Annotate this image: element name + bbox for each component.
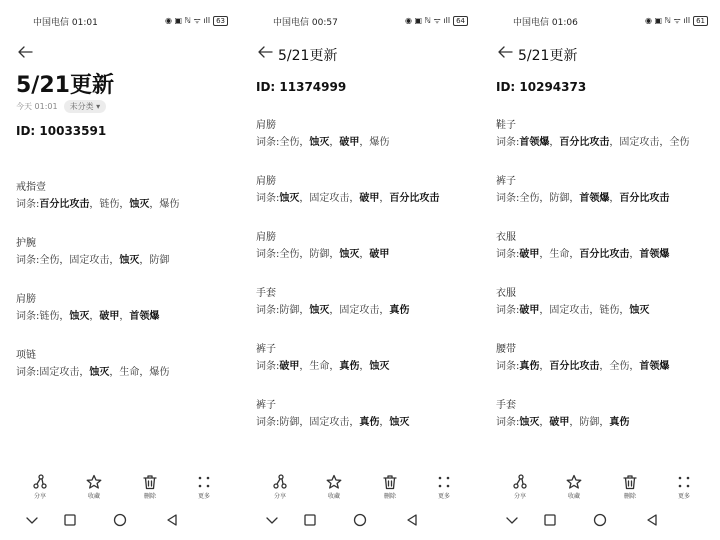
affix-separator: ， xyxy=(629,361,640,372)
back-arrow-icon xyxy=(256,44,274,60)
home-button[interactable] xyxy=(592,512,608,532)
more-icon xyxy=(196,474,212,490)
affix-prefix: 词条: xyxy=(496,137,520,148)
affix: 固定攻击 xyxy=(619,137,660,148)
affix: 固定攻击 xyxy=(339,305,380,316)
back-button[interactable] xyxy=(496,44,514,60)
affix-separator: ， xyxy=(599,417,610,428)
affix-separator: ， xyxy=(549,137,560,148)
toolbar-label: 更多 xyxy=(437,493,450,500)
affix-line xyxy=(16,196,234,214)
recents-button[interactable] xyxy=(62,512,78,532)
status-bar xyxy=(513,14,712,28)
affix-bold: 蚀灭 xyxy=(69,311,90,322)
affix-separator: ， xyxy=(299,249,310,260)
more-button[interactable] xyxy=(430,474,458,500)
affix-bold: 蚀灭 xyxy=(369,361,390,372)
affix-bold: 百分比攻击 xyxy=(619,193,670,204)
equipment-item xyxy=(496,118,714,174)
affix: 防御 xyxy=(279,417,300,428)
equipment-name: 腰带 xyxy=(496,344,516,355)
affix-line xyxy=(16,364,234,382)
affix-line xyxy=(256,358,474,376)
affix: 全伤 xyxy=(39,255,60,266)
affix: 全伤 xyxy=(669,137,690,148)
triangle-back-icon xyxy=(404,512,420,528)
affix-separator: ， xyxy=(59,311,70,322)
phone-screen xyxy=(0,0,238,540)
equipment-name: 肩膀 xyxy=(256,120,276,131)
status-bar xyxy=(33,14,232,28)
star-icon xyxy=(326,474,342,490)
id-line: ID: 10294373 xyxy=(496,80,587,94)
share-button[interactable] xyxy=(506,474,534,500)
square-icon xyxy=(62,512,78,528)
toolbar-label: 更多 xyxy=(677,493,690,500)
equipment-list xyxy=(16,180,234,404)
more-button[interactable] xyxy=(190,474,218,500)
affix-prefix: 词条: xyxy=(496,305,520,316)
affix-prefix: 词条: xyxy=(496,417,520,428)
square-icon xyxy=(302,512,318,528)
status-icons xyxy=(645,15,708,26)
equipment-name: 肩膀 xyxy=(256,176,276,187)
toolbar-label: 收藏 xyxy=(87,493,100,500)
affix: 生命 xyxy=(309,361,330,372)
toolbar-label: 收藏 xyxy=(327,493,340,500)
hide-nav-button[interactable] xyxy=(264,512,280,532)
equipment-item xyxy=(496,398,714,454)
affix-separator: ， xyxy=(609,193,620,204)
affix-bold: 破甲 xyxy=(519,305,540,316)
affix-separator: ， xyxy=(119,311,130,322)
affix-line xyxy=(256,246,474,264)
affix-bold: 真伤 xyxy=(359,417,380,428)
delete-button[interactable] xyxy=(376,474,404,500)
affix: 链伤 xyxy=(39,311,60,322)
equipment-item xyxy=(496,286,714,342)
star-icon xyxy=(86,474,102,490)
affix-bold: 百分比攻击 xyxy=(559,137,610,148)
affix-line xyxy=(16,308,234,326)
system-nav-bar xyxy=(0,512,238,530)
signal-wifi-icons: ◉ ▣ ℕ ᯤ ıll xyxy=(404,16,451,25)
more-button[interactable] xyxy=(670,474,698,500)
affix-separator: ， xyxy=(349,193,360,204)
system-nav-bar xyxy=(480,512,718,530)
affix: 全伤 xyxy=(519,193,540,204)
triangle-back-icon xyxy=(164,512,180,528)
affix: 链伤 xyxy=(599,305,620,316)
affix: 防御 xyxy=(149,255,170,266)
chevron-down-icon: ▾ xyxy=(93,102,101,111)
affix-separator: ， xyxy=(379,193,390,204)
affix-bold: 首领爆 xyxy=(579,193,610,204)
affix-bold: 蚀灭 xyxy=(389,417,410,428)
note-title: 5/21更新 xyxy=(278,48,338,64)
toolbar-label: 分享 xyxy=(273,493,286,500)
chevron-down-icon xyxy=(504,512,520,528)
affix-separator: ， xyxy=(299,305,310,316)
affix-separator: ， xyxy=(89,199,100,210)
equipment-name: 裤子 xyxy=(256,344,276,355)
equipment-item xyxy=(256,174,474,230)
bottom-toolbar xyxy=(240,474,478,502)
equipment-name: 衣服 xyxy=(496,232,516,243)
affix-separator: ， xyxy=(59,255,70,266)
favorite-button[interactable] xyxy=(320,474,348,500)
battery-icon: 63 xyxy=(213,16,228,26)
affix-separator: ， xyxy=(569,193,580,204)
affix-bold: 破甲 xyxy=(279,361,300,372)
back-arrow-icon xyxy=(496,44,514,60)
affix: 固定攻击 xyxy=(309,193,350,204)
equipment-item xyxy=(16,236,234,292)
equipment-item xyxy=(256,118,474,174)
affix-prefix: 词条: xyxy=(256,137,280,148)
affix-bold: 真伤 xyxy=(519,361,540,372)
equipment-list xyxy=(496,118,714,454)
affix-line xyxy=(256,414,474,432)
affix-prefix: 词条: xyxy=(16,367,40,378)
affix-separator: ， xyxy=(329,249,340,260)
affix-separator: ， xyxy=(359,361,370,372)
affix-bold: 真伤 xyxy=(339,361,360,372)
affix-prefix: 词条: xyxy=(496,193,520,204)
affix-separator: ， xyxy=(599,361,610,372)
affix: 爆伤 xyxy=(149,367,170,378)
affix-separator: ， xyxy=(359,137,370,148)
affix-line xyxy=(496,134,714,152)
affix-prefix: 词条: xyxy=(16,255,40,266)
affix-bold: 蚀灭 xyxy=(129,199,150,210)
affix-bold: 首领爆 xyxy=(639,361,670,372)
toolbar-label: 更多 xyxy=(197,493,210,500)
affix-bold: 蚀灭 xyxy=(89,367,110,378)
trash-icon xyxy=(622,474,638,490)
equipment-name: 肩膀 xyxy=(16,294,36,305)
affix-line xyxy=(496,190,714,208)
toolbar-label: 删除 xyxy=(143,493,156,500)
affix-separator: ， xyxy=(149,199,160,210)
affix-separator: ， xyxy=(299,137,310,148)
equipment-item xyxy=(256,342,474,398)
equipment-name: 手套 xyxy=(496,400,516,411)
bottom-toolbar xyxy=(480,474,718,502)
toolbar-label: 分享 xyxy=(33,493,46,500)
status-icons xyxy=(405,15,468,26)
affix-bold: 百分比攻击 xyxy=(389,193,440,204)
affix-bold: 破甲 xyxy=(99,311,120,322)
affix: 防御 xyxy=(279,305,300,316)
affix-separator: ， xyxy=(139,367,150,378)
affix: 生命 xyxy=(549,249,570,260)
triangle-back-icon xyxy=(644,512,660,528)
affix-separator: ， xyxy=(359,249,370,260)
carrier-time: 中国电信 01:01 xyxy=(33,18,98,28)
phone-screen xyxy=(240,0,478,540)
affix-line xyxy=(256,190,474,208)
affix-bold: 蚀灭 xyxy=(279,193,300,204)
affix-line xyxy=(256,134,474,152)
signal-wifi-icons: ◉ ▣ ℕ ᯤ ıll xyxy=(644,16,691,25)
note-title: 5/21更新 xyxy=(16,73,114,98)
equipment-item xyxy=(496,230,714,286)
affix-separator: ， xyxy=(79,367,90,378)
affix-line xyxy=(496,246,714,264)
square-icon xyxy=(542,512,558,528)
affix-separator: ， xyxy=(539,305,550,316)
affix-separator: ， xyxy=(539,417,550,428)
affix-prefix: 词条: xyxy=(496,249,520,260)
affix-bold: 真伤 xyxy=(609,417,630,428)
affix-bold: 首领爆 xyxy=(129,311,160,322)
share-icon xyxy=(32,474,48,490)
note-meta xyxy=(16,100,106,113)
equipment-name: 项链 xyxy=(16,350,36,361)
affix-separator: ， xyxy=(89,311,100,322)
affix: 全伤 xyxy=(609,361,630,372)
affix: 全伤 xyxy=(279,137,300,148)
recents-button[interactable] xyxy=(302,512,318,532)
affix-bold: 蚀灭 xyxy=(309,305,330,316)
affix-separator: ， xyxy=(139,255,150,266)
equipment-name: 衣服 xyxy=(496,288,516,299)
affix-separator: ， xyxy=(609,137,620,148)
equipment-item xyxy=(16,180,234,236)
affix: 固定攻击 xyxy=(309,417,350,428)
circle-icon xyxy=(352,512,368,528)
equipment-name: 护腕 xyxy=(16,238,36,249)
id-line: ID: 10033591 xyxy=(16,124,107,138)
bottom-toolbar xyxy=(0,474,238,502)
system-nav-bar xyxy=(240,512,478,530)
equipment-name: 戒指壹 xyxy=(16,182,46,193)
affix-bold: 破甲 xyxy=(359,193,380,204)
affix-separator: ， xyxy=(379,305,390,316)
affix-line xyxy=(496,302,714,320)
affix-bold: 真伤 xyxy=(389,305,410,316)
battery-icon: 64 xyxy=(453,16,468,26)
affix-separator: ， xyxy=(299,361,310,372)
affix-line xyxy=(496,414,714,432)
share-button[interactable] xyxy=(266,474,294,500)
affix: 全伤 xyxy=(279,249,300,260)
back-nav-button[interactable] xyxy=(644,512,660,532)
affix-separator: ， xyxy=(119,199,130,210)
affix-line xyxy=(16,252,234,270)
affix-separator: ， xyxy=(539,193,550,204)
affix-prefix: 词条: xyxy=(496,361,520,372)
affix-separator: ， xyxy=(569,417,580,428)
affix-separator: ， xyxy=(109,255,120,266)
affix-bold: 破甲 xyxy=(549,417,570,428)
affix-separator: ， xyxy=(629,249,640,260)
trash-icon xyxy=(382,474,398,490)
affix: 生命 xyxy=(119,367,140,378)
affix: 固定攻击 xyxy=(39,367,80,378)
home-button[interactable] xyxy=(352,512,368,532)
affix-prefix: 词条: xyxy=(256,193,280,204)
affix-line xyxy=(256,302,474,320)
affix-separator: ， xyxy=(109,367,120,378)
home-button[interactable] xyxy=(112,512,128,532)
status-icons xyxy=(165,15,228,26)
status-bar xyxy=(273,14,472,28)
recents-button[interactable] xyxy=(542,512,558,532)
hide-nav-button[interactable] xyxy=(24,512,40,532)
equipment-item xyxy=(256,398,474,454)
affix-separator: ， xyxy=(349,417,360,428)
affix-bold: 破甲 xyxy=(519,249,540,260)
circle-icon xyxy=(592,512,608,528)
category-label: 未分类 xyxy=(69,102,94,111)
affix-bold: 百分比攻击 xyxy=(579,249,630,260)
affix-separator: ， xyxy=(299,193,310,204)
favorite-button[interactable] xyxy=(80,474,108,500)
carrier-time: 中国电信 00:57 xyxy=(273,18,338,28)
affix-bold: 首领爆 xyxy=(639,249,670,260)
delete-button[interactable] xyxy=(616,474,644,500)
back-button[interactable] xyxy=(16,44,34,60)
affix-separator: ， xyxy=(329,361,340,372)
affix-separator: ， xyxy=(299,417,310,428)
toolbar-label: 收藏 xyxy=(567,493,580,500)
chevron-down-icon xyxy=(264,512,280,528)
toolbar-label: 删除 xyxy=(623,493,636,500)
toolbar-label: 删除 xyxy=(383,493,396,500)
affix: 固定攻击 xyxy=(69,255,110,266)
note-date: 今天 01:01 xyxy=(16,102,58,111)
affix-prefix: 词条: xyxy=(256,305,280,316)
share-icon xyxy=(272,474,288,490)
equipment-item xyxy=(496,342,714,398)
carrier-time: 中国电信 01:06 xyxy=(513,18,578,28)
affix-separator: ， xyxy=(329,137,340,148)
equipment-item xyxy=(496,174,714,230)
affix: 固定攻击 xyxy=(549,305,590,316)
affix-prefix: 词条: xyxy=(16,199,40,210)
affix-bold: 蚀灭 xyxy=(309,137,330,148)
more-icon xyxy=(676,474,692,490)
affix-prefix: 词条: xyxy=(256,361,280,372)
back-button[interactable] xyxy=(256,44,274,60)
affix-bold: 百分比攻击 xyxy=(39,199,90,210)
equipment-name: 肩膀 xyxy=(256,232,276,243)
battery-icon: 61 xyxy=(693,16,708,26)
affix-separator: ， xyxy=(619,305,630,316)
signal-wifi-icons: ◉ ▣ ℕ ᯤ ıll xyxy=(164,16,211,25)
affix-bold: 破甲 xyxy=(369,249,390,260)
affix: 防御 xyxy=(309,249,330,260)
note-title: 5/21更新 xyxy=(518,48,578,64)
trash-icon xyxy=(142,474,158,490)
affix-bold: 蚀灭 xyxy=(119,255,140,266)
phone-screen xyxy=(480,0,718,540)
affix: 防御 xyxy=(579,417,600,428)
affix: 爆伤 xyxy=(159,199,180,210)
equipment-name: 手套 xyxy=(256,288,276,299)
delete-button[interactable] xyxy=(136,474,164,500)
affix-bold: 首领爆 xyxy=(519,137,550,148)
affix-separator: ， xyxy=(589,305,600,316)
equipment-item xyxy=(256,286,474,342)
equipment-item xyxy=(16,348,234,404)
equipment-name: 鞋子 xyxy=(496,120,516,131)
affix: 链伤 xyxy=(99,199,120,210)
affix-prefix: 词条: xyxy=(16,311,40,322)
affix: 爆伤 xyxy=(369,137,390,148)
hide-nav-button[interactable] xyxy=(504,512,520,532)
affix-bold: 蚀灭 xyxy=(339,249,360,260)
equipment-item xyxy=(256,230,474,286)
chevron-down-icon xyxy=(24,512,40,528)
id-line: ID: 11374999 xyxy=(256,80,347,94)
affix-separator: ， xyxy=(539,249,550,260)
affix-bold: 蚀灭 xyxy=(629,305,650,316)
equipment-item xyxy=(16,292,234,348)
affix-line xyxy=(496,358,714,376)
affix-prefix: 词条: xyxy=(256,417,280,428)
affix-prefix: 词条: xyxy=(256,249,280,260)
affix-separator: ， xyxy=(329,305,340,316)
favorite-button[interactable] xyxy=(560,474,588,500)
back-nav-button[interactable] xyxy=(404,512,420,532)
back-nav-button[interactable] xyxy=(164,512,180,532)
more-icon xyxy=(436,474,452,490)
equipment-name: 裤子 xyxy=(256,400,276,411)
category-dropdown[interactable] xyxy=(64,100,107,113)
affix-separator: ， xyxy=(569,249,580,260)
affix-separator: ， xyxy=(379,417,390,428)
affix: 防御 xyxy=(549,193,570,204)
star-icon xyxy=(566,474,582,490)
circle-icon xyxy=(112,512,128,528)
equipment-list xyxy=(256,118,474,454)
affix-bold: 百分比攻击 xyxy=(549,361,600,372)
share-button[interactable] xyxy=(26,474,54,500)
affix-separator: ， xyxy=(539,361,550,372)
equipment-name: 裤子 xyxy=(496,176,516,187)
share-icon xyxy=(512,474,528,490)
affix-bold: 蚀灭 xyxy=(519,417,540,428)
affix-separator: ， xyxy=(659,137,670,148)
toolbar-label: 分享 xyxy=(513,493,526,500)
affix-bold: 破甲 xyxy=(339,137,360,148)
back-arrow-icon xyxy=(16,44,34,60)
